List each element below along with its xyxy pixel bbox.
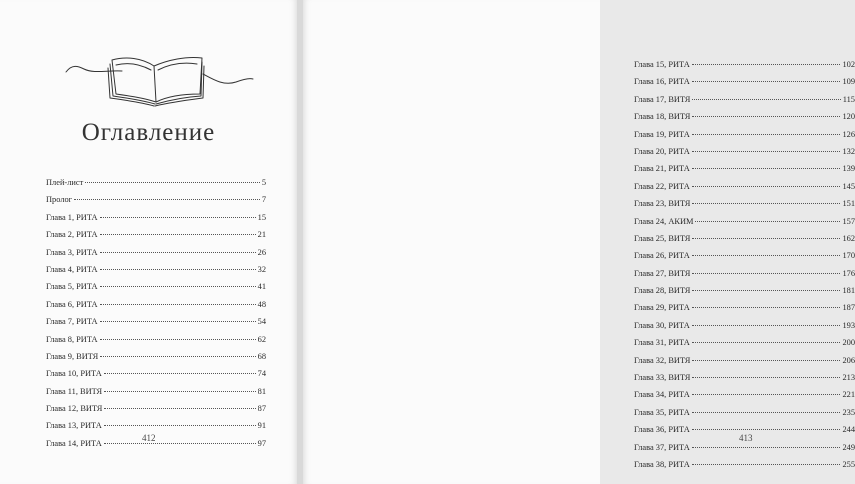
- toc-entry-page: 187: [842, 303, 855, 313]
- toc-entry: [634, 143, 855, 160]
- toc-entry-label: Глава 9, ВИТЯ: [46, 351, 99, 361]
- toc-entry-label: Глава 6, РИТА: [46, 299, 98, 309]
- toc-entry-page: 120: [842, 112, 855, 122]
- toc-entry: [46, 278, 266, 295]
- toc-leader-dots: [692, 464, 841, 465]
- toc-entry-label: Глава 17, ВИТЯ: [634, 94, 691, 104]
- toc-entry-page: 213: [842, 373, 855, 383]
- toc-entry-label: Глава 7, РИТА: [46, 317, 98, 327]
- toc-entry-page: 68: [257, 351, 266, 361]
- toc-leader-dots: [692, 151, 841, 152]
- toc-entry: [46, 435, 266, 452]
- toc-entry-label: Глава 20, РИТА: [634, 146, 690, 156]
- toc-entry-label: Глава 28, ВИТЯ: [634, 286, 691, 296]
- toc-entry: [634, 126, 855, 143]
- toc-entry-page: 15: [257, 212, 266, 222]
- toc-entry-page: 132: [842, 146, 855, 156]
- toc-entry-label: Глава 37, РИТА: [634, 442, 690, 452]
- toc-leader-dots: [100, 339, 256, 340]
- toc-entry: [634, 352, 855, 369]
- toc-leader-dots: [692, 255, 841, 256]
- toc-entry-page: 74: [257, 369, 266, 379]
- toc-entry: [634, 160, 855, 177]
- toc-entry-page: 48: [257, 299, 266, 309]
- toc-entry-label: Глава 35, РИТА: [634, 407, 690, 417]
- toc-entry-page: 139: [842, 164, 855, 174]
- toc-entry-page: 162: [842, 233, 855, 243]
- toc-leader-dots: [692, 325, 841, 326]
- toc-entry-page: 200: [842, 338, 855, 348]
- toc-entry-label: Глава 34, РИТА: [634, 390, 690, 400]
- toc-title: Оглавление: [81, 119, 216, 146]
- toc-entry-page: 32: [257, 264, 266, 274]
- toc-entry-label: Глава 22, РИТА: [634, 181, 690, 191]
- toc-entry-label: Глава 3, РИТА: [46, 247, 98, 257]
- toc-leader-dots: [692, 429, 841, 430]
- toc-entry-page: 206: [842, 355, 855, 365]
- toc-entry-page: 26: [257, 247, 266, 257]
- toc-leader-dots: [100, 321, 256, 322]
- toc-entry-label: Глава 25, ВИТЯ: [634, 233, 691, 243]
- toc-entry: [46, 400, 266, 417]
- toc-entry: [634, 404, 855, 421]
- toc-entry-label: Глава 12, ВИТЯ: [46, 404, 103, 414]
- toc-entry-label: Глава 10, РИТА: [46, 369, 102, 379]
- toc-entry: [634, 108, 855, 125]
- toc-entry-page: 157: [842, 216, 855, 226]
- toc-entry-label: Глава 18, ВИТЯ: [634, 112, 691, 122]
- toc-entry-page: 115: [842, 94, 855, 104]
- toc-entry: [634, 213, 855, 230]
- toc-entry: [634, 456, 855, 473]
- toc-entry: [634, 282, 855, 299]
- toc-leader-dots: [104, 391, 256, 392]
- toc-entry-page: 62: [257, 334, 266, 344]
- toc-entry-page: 255: [842, 459, 855, 469]
- toc-leader-dots: [100, 252, 256, 253]
- toc-entry-page: 109: [842, 77, 855, 87]
- toc-entry-label: Пролог: [46, 195, 73, 205]
- toc-entry-page: 102: [842, 60, 855, 69]
- toc-entry: [634, 247, 855, 264]
- toc-entry: [634, 178, 855, 195]
- toc-entry: [46, 417, 266, 434]
- toc-entry-page: 235: [842, 407, 855, 417]
- toc-list-left: [46, 174, 266, 452]
- right-page: [303, 0, 855, 484]
- toc-entry: [634, 317, 855, 334]
- toc-leader-dots: [104, 425, 256, 426]
- toc-entry-label: Глава 8, РИТА: [46, 334, 98, 344]
- toc-entry: [634, 73, 855, 90]
- toc-entry: [46, 244, 266, 261]
- toc-entry: [46, 209, 266, 226]
- toc-leader-dots: [100, 356, 255, 357]
- toc-entry-page: 41: [257, 282, 266, 292]
- toc-entry-page: 181: [842, 286, 855, 296]
- left-page: [0, 0, 297, 484]
- toc-entry-label: Глава 14, РИТА: [46, 438, 102, 448]
- toc-entry-label: Глава 29, РИТА: [634, 303, 690, 313]
- toc-entry: [634, 230, 855, 247]
- toc-entry-page: 244: [842, 425, 855, 435]
- toc-leader-dots: [692, 307, 841, 308]
- toc-leader-dots: [692, 447, 841, 448]
- toc-entry: [634, 386, 855, 403]
- toc-entry-label: Глава 38, РИТА: [634, 459, 690, 469]
- toc-leader-dots: [692, 342, 841, 343]
- toc-entry-label: Глава 36, РИТА: [634, 425, 690, 435]
- toc-entry: [634, 91, 855, 108]
- toc-leader-dots: [695, 221, 840, 222]
- toc-entry-page: 21: [257, 230, 266, 240]
- toc-entry-label: Глава 21, РИТА: [634, 164, 690, 174]
- toc-entry-page: 145: [842, 181, 855, 191]
- toc-entry-label: Глава 30, РИТА: [634, 320, 690, 330]
- toc-entry-page: 54: [257, 317, 266, 327]
- page-number-right: 413: [739, 433, 753, 443]
- toc-leader-dots: [692, 99, 840, 100]
- toc-leader-dots: [692, 412, 841, 413]
- toc-entry-page: 5: [261, 178, 266, 187]
- toc-entry-page: 81: [257, 386, 266, 396]
- toc-entry: [46, 174, 266, 191]
- toc-entry: [46, 296, 266, 313]
- toc-entry-label: Плей-лист: [46, 178, 84, 187]
- toc-leader-dots: [100, 234, 256, 235]
- toc-leader-dots: [692, 238, 840, 239]
- toc-entry: [634, 195, 855, 212]
- toc-entry-label: Глава 13, РИТА: [46, 421, 102, 431]
- toc-entry-label: Глава 33, ВИТЯ: [634, 373, 691, 383]
- toc-entry-page: 193: [842, 320, 855, 330]
- toc-entry-label: Глава 15, РИТА: [634, 60, 690, 69]
- toc-entry-label: Глава 27, ВИТЯ: [634, 268, 691, 278]
- toc-leader-dots: [692, 134, 841, 135]
- toc-leader-dots: [692, 290, 840, 291]
- toc-leader-dots: [104, 408, 255, 409]
- toc-entry-label: Глава 31, РИТА: [634, 338, 690, 348]
- open-book-icon: [64, 38, 254, 108]
- toc-entry-page: 170: [842, 251, 855, 261]
- toc-entry: [46, 365, 266, 382]
- toc-entry-page: 126: [842, 129, 855, 139]
- toc-entry: [46, 226, 266, 243]
- toc-entry: [634, 56, 855, 73]
- toc-entry-label: Глава 1, РИТА: [46, 212, 98, 222]
- toc-entry-page: 221: [842, 390, 855, 400]
- toc-entry: [46, 383, 266, 400]
- page-number-left: 412: [142, 433, 156, 443]
- toc-leader-dots: [104, 443, 256, 444]
- toc-leader-dots: [692, 394, 841, 395]
- toc-entry: [46, 331, 266, 348]
- toc-entry-page: 7: [261, 195, 266, 205]
- toc-entry-label: Глава 16, РИТА: [634, 77, 690, 87]
- toc-leader-dots: [100, 286, 256, 287]
- toc-entry-label: Глава 2, РИТА: [46, 230, 98, 240]
- toc-entry-label: Глава 24, АКИМ: [634, 216, 694, 226]
- toc-entry: [46, 348, 266, 365]
- toc-entry-page: 176: [842, 268, 855, 278]
- toc-entry-label: Глава 5, РИТА: [46, 282, 98, 292]
- toc-leader-dots: [692, 116, 840, 117]
- toc-entry-label: Глава 32, ВИТЯ: [634, 355, 691, 365]
- toc-leader-dots: [85, 182, 260, 183]
- toc-entry: [46, 261, 266, 278]
- toc-entry-label: Глава 11, ВИТЯ: [46, 386, 103, 396]
- toc-entry: [46, 313, 266, 330]
- toc-entry: [634, 265, 855, 282]
- toc-leader-dots: [692, 168, 841, 169]
- toc-leader-dots: [74, 199, 260, 200]
- toc-entry: [46, 191, 266, 208]
- toc-entry: [634, 299, 855, 316]
- toc-leader-dots: [100, 217, 256, 218]
- toc-leader-dots: [692, 81, 841, 82]
- toc-entry-label: Глава 4, РИТА: [46, 264, 98, 274]
- toc-entry: [634, 334, 855, 351]
- toc-entry-label: Глава 26, РИТА: [634, 251, 690, 261]
- toc-entry-page: 97: [257, 438, 266, 448]
- toc-entry-label: Глава 23, ВИТЯ: [634, 199, 691, 209]
- toc-entry-page: 87: [257, 404, 266, 414]
- toc-entry-label: Глава 19, РИТА: [634, 129, 690, 139]
- toc-entry: [634, 369, 855, 386]
- toc-entry-page: 151: [842, 199, 855, 209]
- toc-leader-dots: [100, 304, 256, 305]
- toc-leader-dots: [104, 373, 256, 374]
- toc-list-right: [634, 56, 855, 473]
- toc-leader-dots: [692, 186, 841, 187]
- toc-leader-dots: [100, 269, 256, 270]
- toc-leader-dots: [692, 360, 840, 361]
- toc-entry-page: 249: [842, 442, 855, 452]
- toc-leader-dots: [692, 377, 840, 378]
- toc-leader-dots: [692, 203, 840, 204]
- toc-entry-page: 91: [257, 421, 266, 431]
- toc-leader-dots: [692, 273, 840, 274]
- toc-leader-dots: [692, 64, 841, 65]
